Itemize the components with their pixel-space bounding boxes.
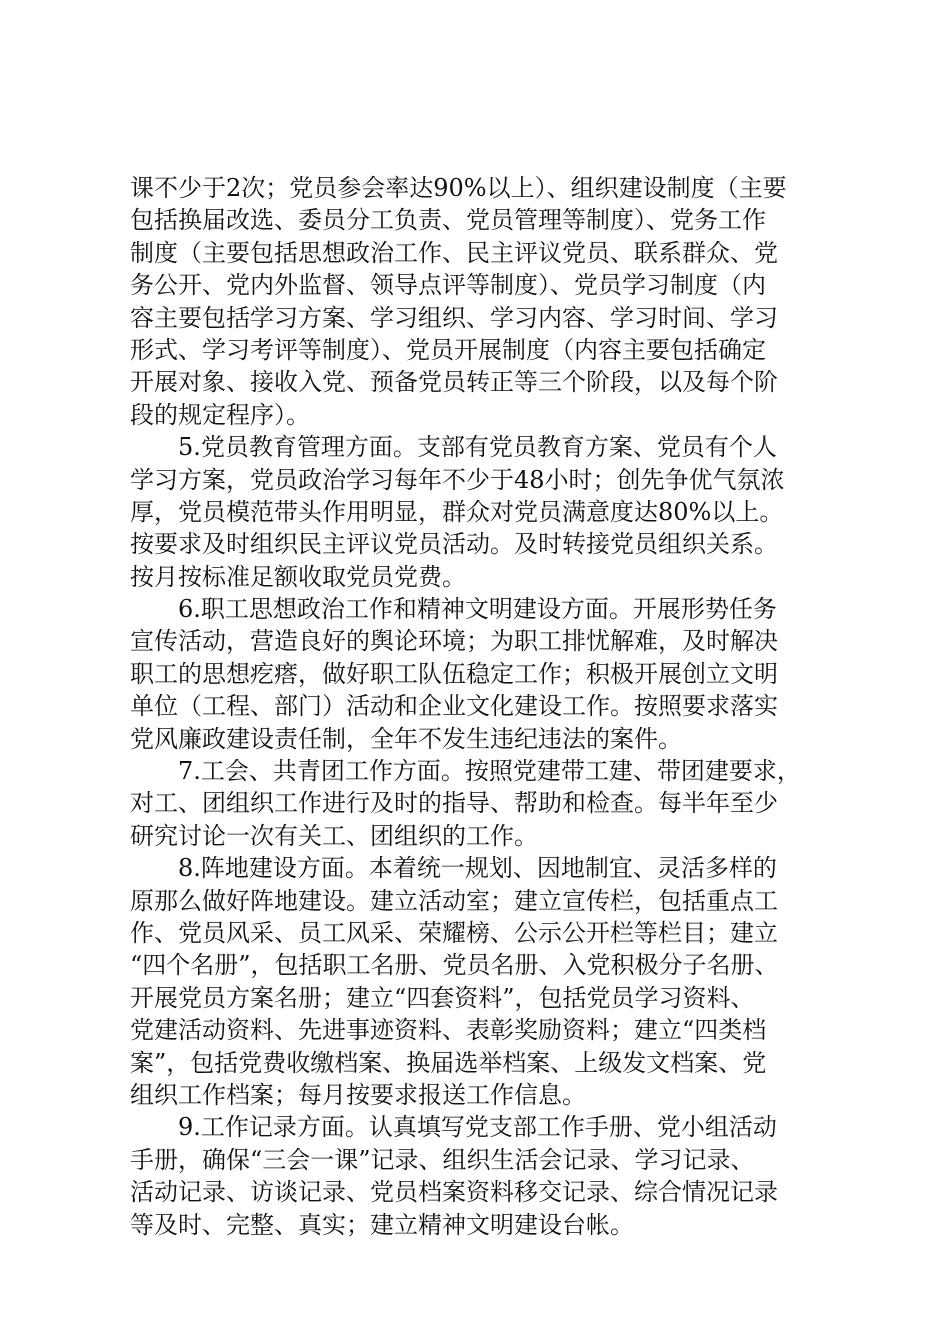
text-line: 开展对象、接收入党、预备党员转正等三个阶段，以及每个阶 — [130, 368, 778, 397]
text-line: 原那么做好阵地建设。建立活动室；建立宣传栏，包括重点工 — [130, 886, 778, 915]
document-body — [130, 172, 822, 1241]
text-line: 制度（主要包括思想政治工作、民主评议党员、联系群众、党 — [130, 238, 778, 267]
text-line: 作、党员风采、员工风采、荣耀榜、公示公开栏等栏目；建立 — [130, 918, 778, 947]
text-line: 课不少于2次；党员参会率达90%以上）、组织建设制度（主要 — [130, 174, 787, 202]
text-line: 等及时、完整、真实；建立精神文明建设台帐。 — [130, 1210, 634, 1239]
text-line: 宣传活动，营造良好的舆论环境；为职工排忧解难，及时解决 — [130, 627, 778, 656]
text-line: 按要求及时组织民主评议党员活动。及时转接党员组织关系。 — [130, 530, 778, 559]
text-line: 组织工作档案；每月按要求报送工作信息。 — [130, 1080, 586, 1109]
text-line: 党建活动资料、先进事迹资料、表彰奖励资料；建立“四类档 — [130, 1016, 767, 1045]
text-line: 案”，包括党费收缴档案、换届选举档案、上级发文档案、党 — [130, 1048, 767, 1077]
text-line: 开展党员方案名册；建立“四套资料”，包括党员学习资料、 — [130, 983, 755, 1012]
paragraph-first-line: 9.工作记录方面。认真填写党支部工作手册、党小组活动 — [178, 1113, 777, 1142]
paragraph-first-line: 5.党员教育管理方面。支部有党员教育方案、党员有个人 — [178, 433, 777, 462]
text-line: 容主要包括学习方案、学习组织、学习内容、学习时间、学习 — [130, 303, 778, 332]
text-line: 按月按标准足额收取党员党费。 — [130, 562, 466, 591]
text-line: 活动记录、访谈记录、党员档案资料移交记录、综合情况记录 — [130, 1178, 778, 1207]
text-line: 学习方案，党员政治学习每年不少于48小时；创先争优气氛浓 — [130, 465, 785, 494]
text-line: 包括换届改选、委员分工负责、党员管理等制度）、党务工作 — [130, 206, 766, 235]
paragraph-first-line: 7.工会、共青团工作方面。按照党建带工建、带团建要求， — [178, 757, 801, 786]
text-line: “四个名册”，包括职工名册、党员名册、入党积极分子名册、 — [130, 951, 779, 980]
text-line: 职工的思想疙瘩，做好职工队伍稳定工作；积极开展创立文明 — [130, 659, 778, 688]
paragraph-first-line: 8.阵地建设方面。本着统一规划、因地制宜、灵活多样的 — [178, 854, 777, 883]
text-line: 单位（工程、部门）活动和企业文化建设工作。按照要求落实 — [130, 692, 778, 721]
text-line: 段的规定程序）。 — [130, 400, 310, 429]
text-line: 对工、团组织工作进行及时的指导、帮助和检查。每半年至少 — [130, 789, 778, 818]
text-line: 党风廉政建设责任制，全年不发生违纪违法的案件。 — [130, 724, 682, 753]
text-line: 研究讨论一次有关工、团组织的工作。 — [130, 821, 538, 850]
paragraph-first-line: 6.职工思想政治工作和精神文明建设方面。开展形势任务 — [178, 595, 777, 624]
text-line: 务公开、党内外监督、领导点评等制度）、党员学习制度（内 — [130, 271, 766, 300]
text-line: 形式、学习考评等制度）、党员开展制度（内容主要包括确定 — [130, 335, 766, 364]
text-line: 手册，确保“三会一课”记录、组织生活会记录、学习记录、 — [130, 1145, 755, 1174]
text-line: 厚，党员模范带头作用明显，群众对党员满意度达80%以上。 — [130, 497, 784, 526]
